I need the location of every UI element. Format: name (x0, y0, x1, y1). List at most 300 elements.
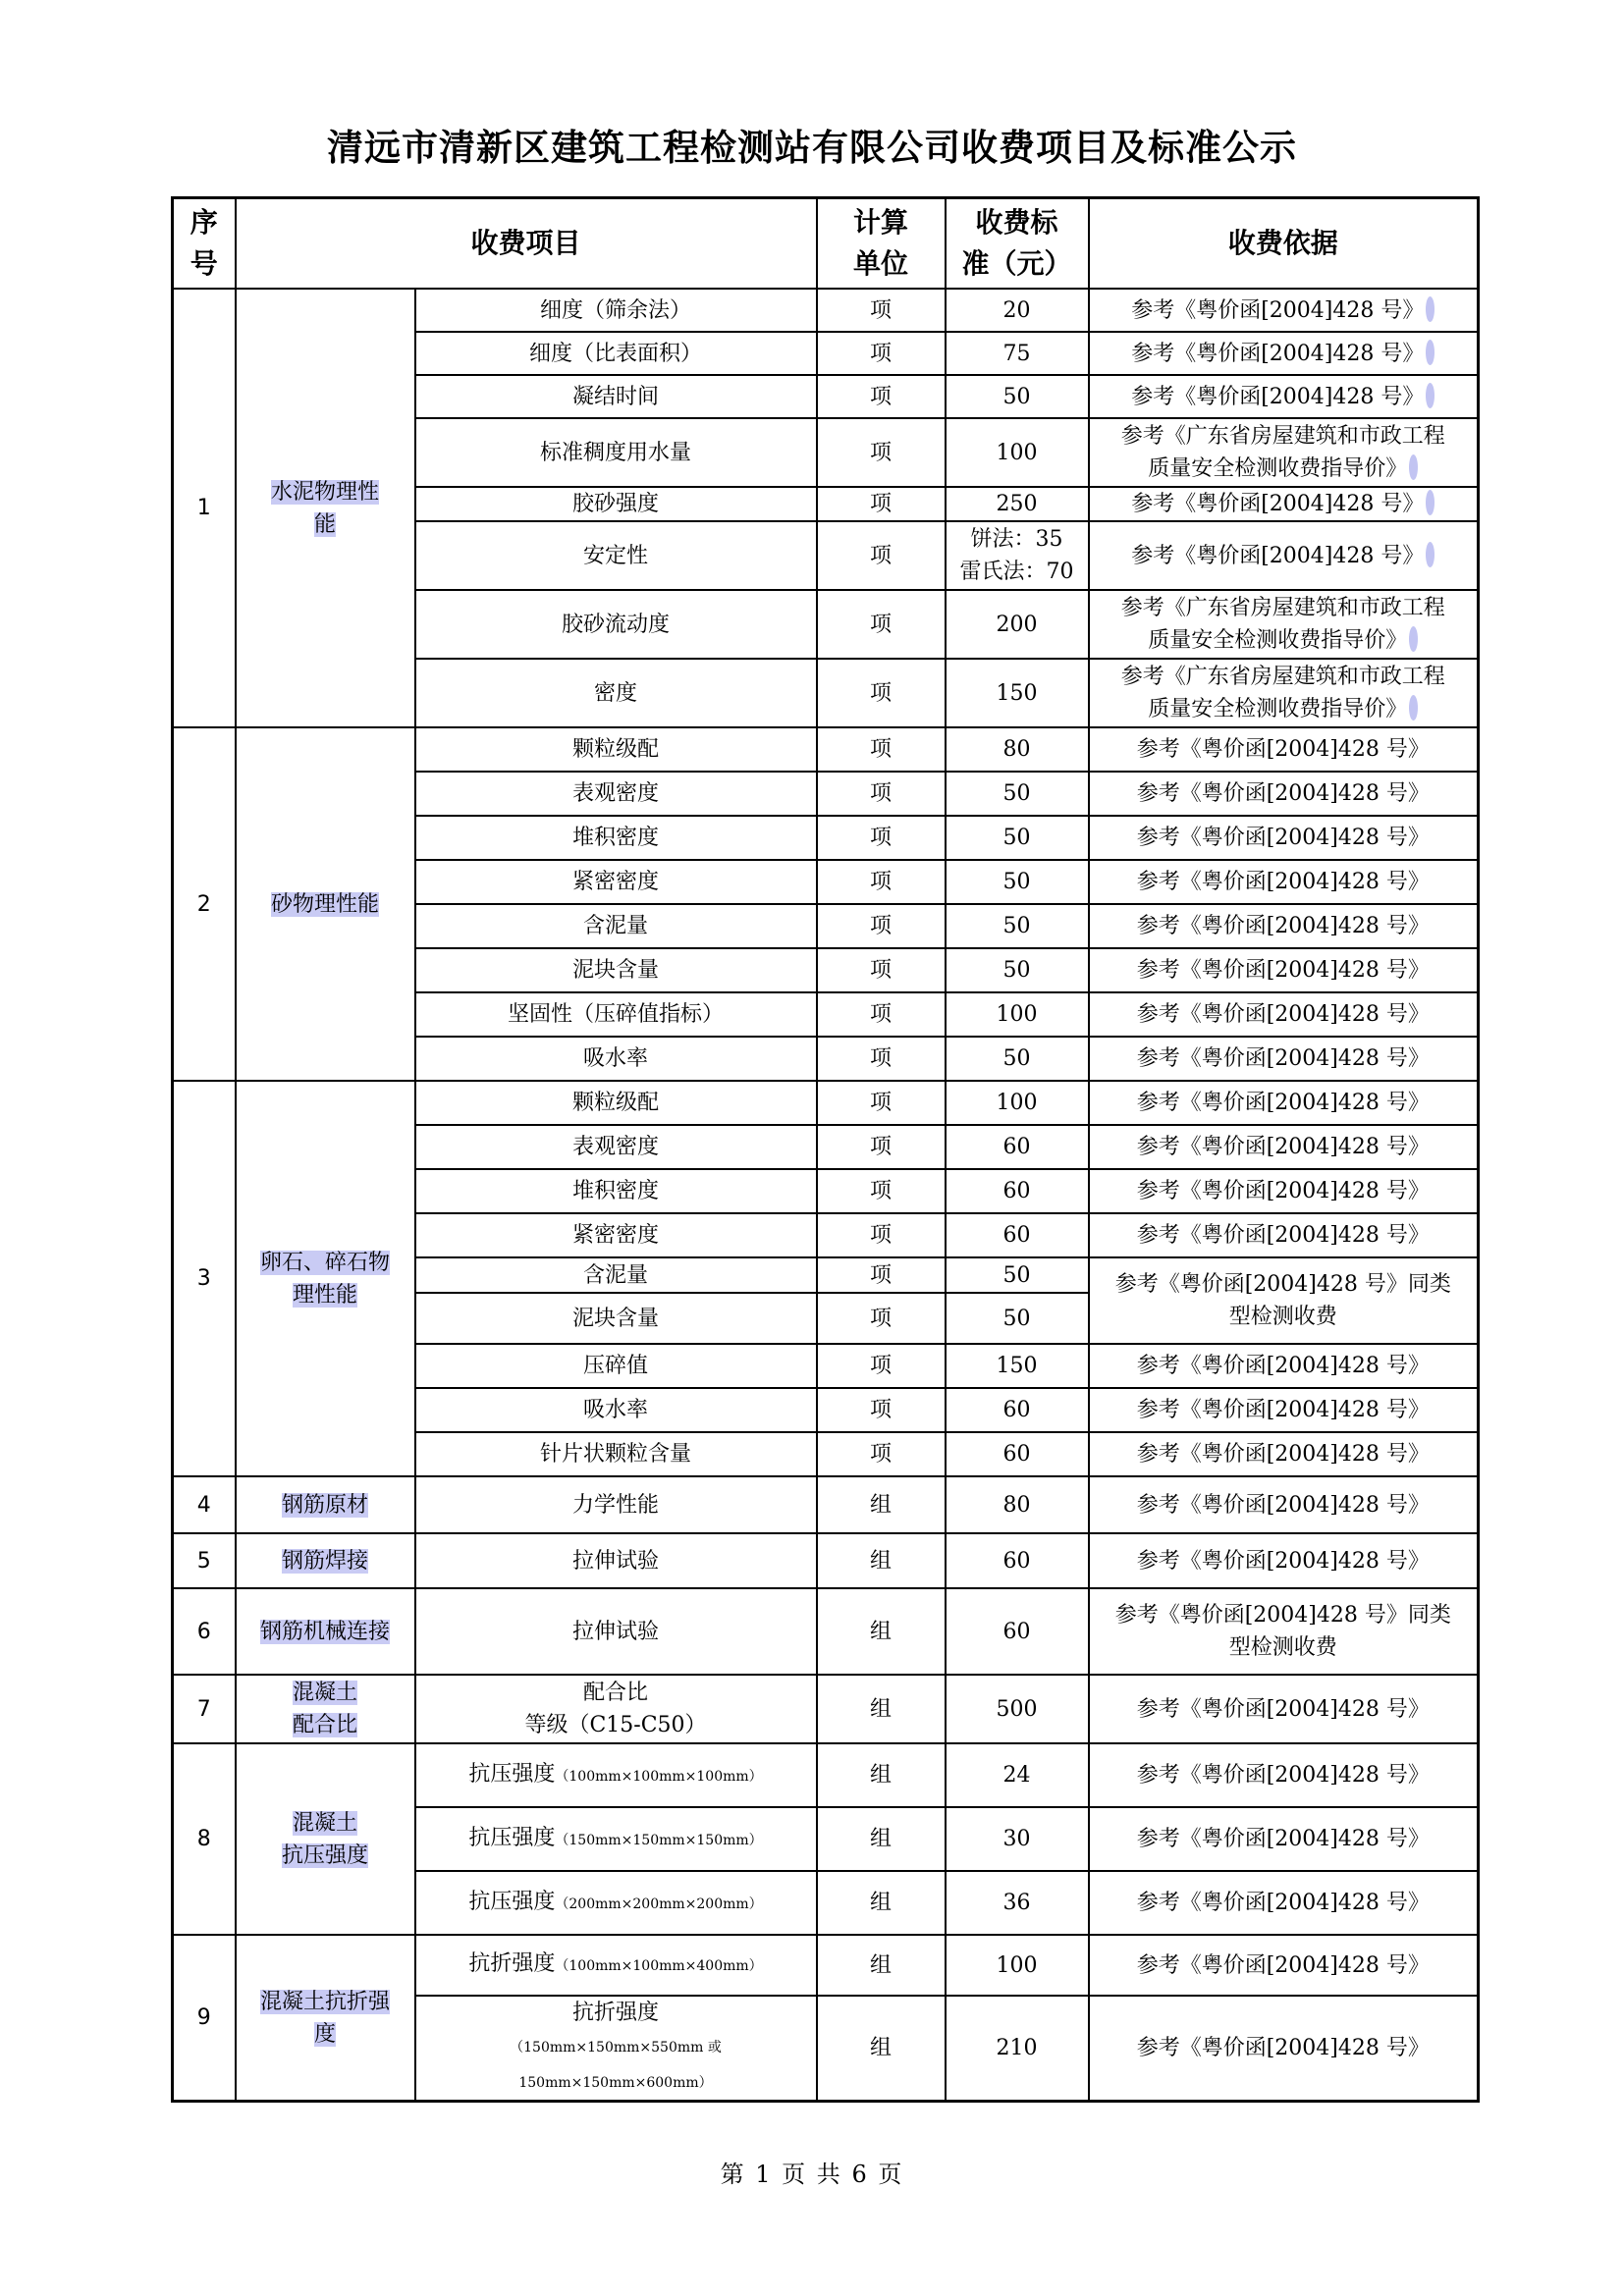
basis-text: 参考《粤价函[2004]428 号》 (1136, 826, 1430, 850)
basis-text: 质量安全检测收费指导价》 (1148, 628, 1408, 653)
basis-text: 参考《粤价函[2004]428 号》 (1136, 1091, 1430, 1115)
row-number (173, 1588, 236, 1675)
fee-cell (946, 772, 1089, 816)
page-footer: 第 1 页 共 6 页 (720, 2161, 904, 2188)
fee-cell (946, 418, 1089, 487)
fee-value: 60 (1002, 1442, 1031, 1467)
fee-value: 210 (996, 2036, 1038, 2060)
unit-label: 项 (870, 1306, 893, 1331)
fee-cell (946, 1388, 1089, 1432)
table-row (173, 1675, 1479, 1743)
basis-text: 参考《粤价函[2004]428 号》 (1136, 958, 1430, 983)
unit-label: 项 (870, 384, 893, 409)
item-label: 堆积密度 (572, 826, 660, 850)
basis-cell (1089, 1388, 1479, 1432)
table-row (173, 727, 1479, 772)
unit-label: 项 (870, 543, 893, 568)
item-cell (415, 1533, 817, 1588)
fee-value: 50 (1002, 958, 1031, 983)
item-label: 抗折强度 (572, 2001, 660, 2025)
row-number-text: 4 (196, 1492, 211, 1518)
unit-cell (817, 1081, 946, 1125)
item-label: 抗压强度 (468, 1761, 556, 1787)
category-label: 能 (313, 511, 336, 537)
unit-cell (817, 727, 946, 772)
basis-cell (1089, 772, 1479, 816)
fee-cell (946, 1807, 1089, 1871)
basis-text: 参考《粤价函[2004]428 号》 (1131, 543, 1425, 568)
fee-cell (946, 487, 1089, 521)
basis-text: 型检测收费 (1228, 1635, 1337, 1660)
item-cell (415, 1081, 817, 1125)
fee-value: 80 (1002, 1492, 1031, 1518)
unit-label: 组 (870, 1827, 893, 1851)
item-note: （100mm×100mm×400mm） (555, 1958, 763, 1974)
unit-cell (817, 772, 946, 816)
row-number-text: 8 (196, 1827, 211, 1851)
fee-cell (946, 1675, 1089, 1743)
item-note: （100mm×100mm×100mm） (555, 1768, 763, 1785)
fee-cell (946, 659, 1089, 727)
unit-cell (817, 521, 946, 590)
item-label: 紧密密度 (572, 1223, 660, 1248)
basis-cell (1089, 1476, 1479, 1533)
basis-cell (1089, 948, 1479, 992)
fee-value: 250 (996, 492, 1038, 516)
fee-cell (946, 904, 1089, 948)
item-label: 颗粒级配 (572, 1091, 660, 1115)
item-label: 压碎值 (583, 1354, 649, 1378)
item-label: 凝结时间 (572, 384, 660, 409)
item-cell (415, 1037, 817, 1081)
row-number-text: 6 (196, 1619, 211, 1644)
unit-cell (817, 1533, 946, 1588)
item-label: 针片状颗粒含量 (540, 1442, 692, 1467)
item-label: 胶砂强度 (572, 492, 660, 516)
basis-cell (1089, 1344, 1479, 1388)
unit-cell (817, 1935, 946, 1996)
fee-value: 200 (996, 612, 1038, 637)
fee-value: 60 (1002, 1223, 1031, 1248)
unit-label: 组 (870, 1548, 893, 1574)
category-cell (236, 1533, 415, 1588)
fee-cell (946, 1169, 1089, 1213)
highlight-mark (1409, 454, 1418, 480)
item-cell (415, 375, 817, 418)
category-cell (236, 289, 415, 727)
fee-value: 24 (1002, 1763, 1031, 1788)
fee-cell (946, 1344, 1089, 1388)
fee-value: 50 (1002, 1306, 1031, 1331)
fee-value: 150 (996, 680, 1038, 706)
basis-text: 参考《粤价函[2004]428 号》 (1136, 870, 1430, 894)
item-cell (415, 1344, 817, 1388)
item-cell (415, 487, 817, 521)
highlight-mark (1426, 340, 1435, 365)
basis-text: 参考《粤价函[2004]428 号》 (1136, 1442, 1430, 1467)
basis-cell (1089, 1432, 1479, 1476)
item-cell (415, 1257, 817, 1293)
basis-cell (1089, 375, 1479, 418)
item-label: 细度（比表面积） (529, 341, 703, 366)
unit-cell (817, 1807, 946, 1871)
unit-label: 组 (870, 1891, 893, 1915)
unit-label: 项 (870, 612, 893, 637)
unit-label: 项 (870, 492, 893, 516)
item-cell (415, 1125, 817, 1169)
fee-value: 100 (996, 1002, 1038, 1027)
item-note: （200mm×200mm×200mm） (555, 1896, 763, 1912)
item-cell (415, 992, 817, 1037)
unit-label: 项 (870, 1091, 893, 1115)
unit-label: 项 (870, 781, 893, 806)
category-label: 水泥物理性 (270, 479, 379, 505)
row-number (173, 1743, 236, 1935)
fee-table-body (173, 289, 1479, 2102)
fee-table (171, 196, 1480, 2103)
fee-value: 150 (996, 1354, 1038, 1378)
fee-value: 50 (1002, 1262, 1031, 1288)
page-title: 清远市清新区建筑工程检测站有限公司收费项目及标准公示 (327, 126, 1297, 169)
unit-cell (817, 418, 946, 487)
item-cell (415, 1213, 817, 1257)
category-label: 钢筋机械连接 (259, 1619, 390, 1644)
basis-cell (1089, 332, 1479, 375)
fee-cell (946, 1125, 1089, 1169)
unit-label: 组 (870, 1492, 893, 1518)
row-number-text: 2 (196, 891, 211, 917)
fee-cell (946, 1432, 1089, 1476)
basis-text: 参考《粤价函[2004]428 号》 (1131, 492, 1425, 516)
category-cell (236, 727, 415, 1081)
basis-text: 参考《广东省房屋建筑和市政工程 (1120, 424, 1445, 449)
unit-cell (817, 948, 946, 992)
header-no: 序 号 (173, 198, 236, 290)
category-cell (236, 1743, 415, 1935)
fee-cell (946, 1871, 1089, 1935)
table-header-row (173, 198, 1479, 290)
basis-text: 参考《粤价函[2004]428 号》 (1136, 737, 1430, 762)
basis-cell (1089, 816, 1479, 860)
unit-label: 组 (870, 1696, 893, 1722)
unit-label: 项 (870, 1046, 893, 1071)
basis-text: 参考《粤价函[2004]428 号》 (1136, 1398, 1430, 1422)
basis-text: 参考《粤价函[2004]428 号》 (1136, 1548, 1430, 1574)
category-cell (236, 1588, 415, 1675)
header-basis: 收费依据 (1089, 198, 1479, 290)
basis-cell (1089, 1257, 1479, 1344)
unit-label: 项 (870, 341, 893, 366)
item-label: 吸水率 (583, 1398, 649, 1422)
basis-cell (1089, 1935, 1479, 1996)
highlight-mark (1426, 296, 1435, 322)
basis-text: 质量安全检测收费指导价》 (1148, 697, 1408, 721)
item-label: 颗粒级配 (572, 737, 660, 762)
fee-cell (946, 1037, 1089, 1081)
row-number (173, 1533, 236, 1588)
header-fee: 收费标 准（元） (946, 198, 1089, 290)
unit-label: 项 (870, 737, 893, 762)
unit-label: 项 (870, 1223, 893, 1248)
item-label: 含泥量 (583, 1262, 649, 1288)
fee-cell (946, 1588, 1089, 1675)
unit-label: 项 (870, 1262, 893, 1288)
item-label: 密度 (594, 680, 638, 706)
item-label: 拉伸试验 (572, 1548, 660, 1574)
item-label: 抗压强度 (468, 1889, 556, 1914)
fee-value: 36 (1002, 1891, 1031, 1915)
category-label: 钢筋原材 (281, 1492, 368, 1518)
category-cell (236, 1675, 415, 1743)
fee-value: 50 (1002, 914, 1031, 938)
basis-text: 参考《广东省房屋建筑和市政工程 (1120, 596, 1445, 620)
fee-value: 50 (1002, 1046, 1031, 1071)
basis-text: 型检测收费 (1228, 1305, 1337, 1329)
basis-cell (1089, 1675, 1479, 1743)
basis-text: 参考《粤价函[2004]428 号》 (1136, 1354, 1430, 1378)
item-label: 堆积密度 (572, 1179, 660, 1203)
fee-cell (946, 1081, 1089, 1125)
highlight-mark (1409, 626, 1418, 652)
unit-label: 项 (870, 1398, 893, 1422)
item-label: 配合比 等级（C15-C50） (524, 1681, 707, 1737)
fee-cell (946, 1257, 1089, 1293)
fee-cell (946, 1743, 1089, 1807)
fee-cell (946, 590, 1089, 659)
unit-cell (817, 904, 946, 948)
item-label: 胶砂流动度 (562, 612, 671, 637)
item-note: （150mm×150mm×150mm） (555, 1832, 763, 1848)
basis-text: 参考《粤价函[2004]428 号》 (1136, 1763, 1430, 1788)
table-row (173, 1588, 1479, 1675)
unit-label: 组 (870, 1763, 893, 1788)
unit-cell (817, 992, 946, 1037)
fee-cell (946, 1533, 1089, 1588)
row-number-text: 7 (196, 1696, 211, 1722)
unit-label: 项 (870, 914, 893, 938)
unit-cell (817, 1213, 946, 1257)
fee-cell (946, 992, 1089, 1037)
item-label: 含泥量 (583, 914, 649, 938)
category-cell (236, 1935, 415, 2102)
fee-value: 50 (1002, 781, 1031, 806)
basis-cell (1089, 289, 1479, 332)
item-cell (415, 1476, 817, 1533)
basis-text: 参考《粤价函[2004]428 号》 (1131, 384, 1425, 409)
basis-text: 参考《粤价函[2004]428 号》 (1136, 914, 1430, 938)
basis-text: 参考《粤价函[2004]428 号》 (1131, 341, 1425, 366)
basis-cell (1089, 1996, 1479, 2102)
item-cell (415, 1588, 817, 1675)
fee-value: 100 (996, 440, 1038, 465)
category-label: 钢筋焊接 (281, 1548, 368, 1574)
unit-label: 项 (870, 1002, 893, 1027)
basis-text: 参考《粤价函[2004]428 号》 (1131, 297, 1425, 323)
row-number-text: 5 (196, 1548, 211, 1574)
unit-label: 项 (870, 1354, 893, 1378)
fee-cell (946, 1293, 1089, 1344)
basis-cell (1089, 1588, 1479, 1675)
item-label: 泥块含量 (572, 958, 660, 983)
basis-text: 参考《粤价函[2004]428 号》 (1136, 1696, 1430, 1722)
fee-value: 80 (1002, 737, 1031, 762)
basis-cell (1089, 1081, 1479, 1125)
category-label: 混凝土 (292, 1681, 357, 1705)
header-item: 收费项目 (236, 198, 817, 290)
unit-cell (817, 1388, 946, 1432)
unit-cell (817, 659, 946, 727)
item-label: 表观密度 (572, 781, 660, 806)
item-cell (415, 1169, 817, 1213)
unit-cell (817, 375, 946, 418)
unit-label: 项 (870, 680, 893, 706)
row-number-text: 1 (196, 496, 211, 520)
category-cell (236, 1081, 415, 1476)
table-row (173, 1935, 1479, 1996)
basis-text: 参考《粤价函[2004]428 号》 (1136, 1952, 1430, 1978)
basis-cell (1089, 418, 1479, 487)
unit-cell (817, 1871, 946, 1935)
fee-cell (946, 948, 1089, 992)
unit-cell (817, 590, 946, 659)
unit-cell (817, 1588, 946, 1675)
table-row (173, 1081, 1479, 1125)
category-label: 度 (313, 2021, 336, 2047)
unit-label: 项 (870, 826, 893, 850)
item-label: 吸水率 (583, 1046, 649, 1071)
unit-label: 项 (870, 440, 893, 465)
item-label: 泥块含量 (572, 1306, 660, 1331)
fee-cell (946, 1935, 1089, 1996)
fee-cell (946, 289, 1089, 332)
header-unit: 计算 单位 (817, 198, 946, 290)
table-row (173, 1476, 1479, 1533)
fee-value: 50 (1002, 384, 1031, 409)
table-row (173, 1743, 1479, 1807)
fee-value: 60 (1002, 1135, 1031, 1159)
basis-cell (1089, 904, 1479, 948)
unit-cell (817, 1476, 946, 1533)
basis-cell (1089, 1037, 1479, 1081)
item-label: 标准稠度用水量 (540, 440, 692, 465)
fee-value: 100 (996, 1952, 1038, 1978)
basis-text: 参考《粤价函[2004]428 号》 (1136, 1135, 1430, 1159)
category-label: 混凝土抗折强 (259, 1989, 390, 2014)
item-cell (415, 1293, 817, 1344)
unit-cell (817, 1293, 946, 1344)
item-label: 力学性能 (572, 1492, 660, 1518)
highlight-mark (1409, 695, 1418, 721)
item-cell (415, 1675, 817, 1743)
item-cell (415, 1743, 817, 1807)
highlight-mark (1426, 490, 1435, 515)
highlight-mark (1426, 383, 1435, 408)
basis-cell (1089, 1533, 1479, 1588)
unit-label: 组 (870, 1619, 893, 1644)
fee-value: 60 (1002, 1179, 1031, 1203)
category-label: 混凝土 (292, 1810, 357, 1836)
item-label: 拉伸试验 (572, 1619, 660, 1644)
item-label: 抗折强度 (468, 1951, 556, 1976)
item-label: 紧密密度 (572, 870, 660, 894)
unit-label: 项 (870, 1135, 893, 1159)
basis-cell (1089, 992, 1479, 1037)
basis-text: 质量安全检测收费指导价》 (1148, 456, 1408, 481)
item-label: 坚固性（压碎值指标） (508, 1002, 725, 1027)
unit-label: 项 (870, 1442, 893, 1467)
row-number (173, 1935, 236, 2102)
fee-value: 60 (1002, 1619, 1031, 1644)
item-label: 抗压强度 (468, 1825, 556, 1850)
basis-cell (1089, 1807, 1479, 1871)
item-cell (415, 860, 817, 904)
basis-cell (1089, 860, 1479, 904)
fee-value: 饼法：35 雷氏法：70 (959, 527, 1074, 584)
item-cell (415, 772, 817, 816)
basis-text: 参考《粤价函[2004]428 号》 (1136, 2036, 1430, 2060)
item-cell (415, 659, 817, 727)
item-cell (415, 289, 817, 332)
basis-cell (1089, 727, 1479, 772)
basis-cell (1089, 521, 1479, 590)
unit-cell (817, 289, 946, 332)
item-cell (415, 590, 817, 659)
item-cell (415, 521, 817, 590)
basis-text: 参考《粤价函[2004]428 号》 (1136, 1046, 1430, 1071)
item-cell (415, 1935, 817, 1996)
unit-cell (817, 487, 946, 521)
unit-cell (817, 816, 946, 860)
unit-label: 组 (870, 1952, 893, 1978)
unit-label: 组 (870, 2036, 893, 2060)
basis-text: 参考《粤价函[2004]428 号》 (1136, 1492, 1430, 1518)
unit-label: 项 (870, 297, 893, 323)
item-cell (415, 948, 817, 992)
category-label: 抗压强度 (281, 1842, 368, 1868)
item-cell (415, 816, 817, 860)
basis-cell (1089, 659, 1479, 727)
item-cell (415, 1807, 817, 1871)
unit-cell (817, 1037, 946, 1081)
category-cell (236, 1476, 415, 1533)
basis-cell (1089, 487, 1479, 521)
item-cell (415, 904, 817, 948)
fee-cell (946, 1213, 1089, 1257)
fee-value: 50 (1002, 870, 1031, 894)
basis-text: 参考《粤价函[2004]428 号》 (1136, 1223, 1430, 1248)
unit-cell (817, 1125, 946, 1169)
unit-cell (817, 1743, 946, 1807)
row-number-text: 9 (196, 2005, 211, 2030)
highlight-mark (1426, 542, 1435, 567)
fee-value: 60 (1002, 1398, 1031, 1422)
unit-label: 项 (870, 958, 893, 983)
basis-text: 参考《粤价函[2004]428 号》 (1136, 1002, 1430, 1027)
unit-cell (817, 1257, 946, 1293)
unit-cell (817, 1169, 946, 1213)
fee-cell (946, 727, 1089, 772)
table-row (173, 1533, 1479, 1588)
fee-cell (946, 860, 1089, 904)
fee-value: 30 (1002, 1827, 1031, 1851)
row-number-text: 3 (196, 1266, 211, 1291)
fee-value: 20 (1002, 297, 1031, 323)
row-number (173, 1081, 236, 1476)
row-number (173, 289, 236, 727)
basis-cell (1089, 590, 1479, 659)
item-cell (415, 1871, 817, 1935)
basis-cell (1089, 1213, 1479, 1257)
